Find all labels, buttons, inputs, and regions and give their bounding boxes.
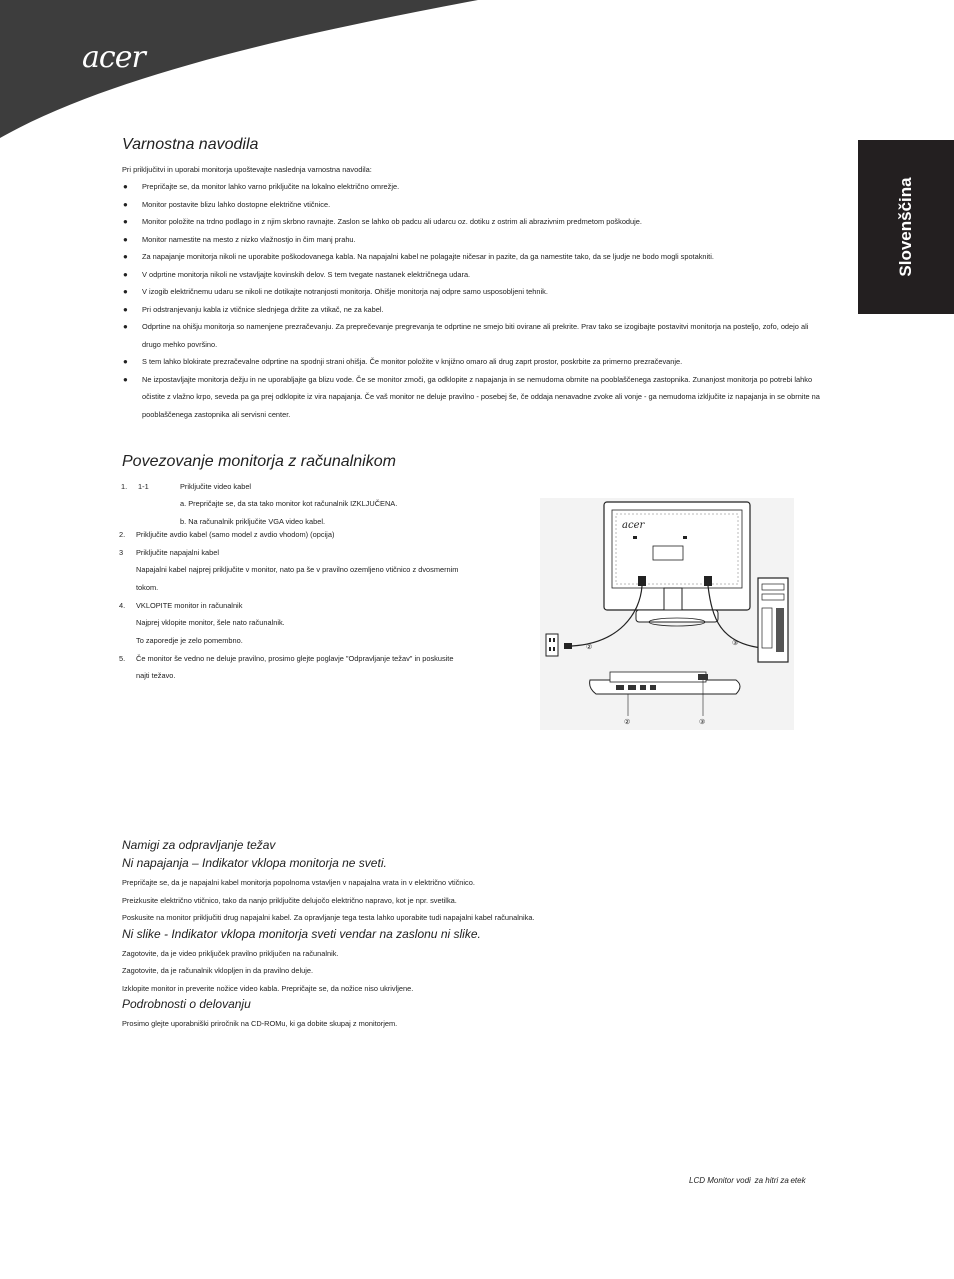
step4-number: 4. <box>119 601 126 610</box>
bullet-dot: ● <box>123 234 128 244</box>
no-power-line-1: Prepričajte se, da je napajalni kabel monitorja popolnoma vstavljen v napajalna vrata in v električno vtičnico. <box>122 878 475 887</box>
step3-line2: tokom. <box>136 583 159 592</box>
step4-text: VKLOPITE monitor in računalnik <box>136 601 243 610</box>
page-footer: LCD Monitor vodi za hitri za etek <box>689 1176 806 1185</box>
step1-text: Priključite video kabel <box>180 482 252 491</box>
language-tab <box>858 140 954 314</box>
bullet-dot: ● <box>123 287 128 296</box>
step3-text: Priključite napajalni kabel <box>136 548 219 557</box>
step4-line2: To zaporedje je zelo pomembno. <box>136 636 243 645</box>
step5-number: 5. <box>119 654 126 663</box>
no-power-line-2: Preizkusite električno vtičnico, tako da nanjo priključite delujočo električno napravo, kot je npr. svetilka. <box>122 896 457 905</box>
step1-a: a. Prepričajte se, da sta tako monitor kot računalnik IZKLJUČENA. <box>180 499 398 508</box>
connection-diagram <box>540 498 794 730</box>
no-power-line-3: Poskusite na monitor priključiti drug napajalni kabel. Za opravljanje tega testa lahko uporabite tudi napajalni kabel računalnika. <box>122 913 535 922</box>
step4-line1: Najprej vklopite monitor, šele nato računalnik. <box>136 618 285 627</box>
safety-intro: Pri priključitvi in uporabi monitorja upoštevajte naslednja varnostna navodila: <box>122 165 372 174</box>
callout-3-bottom: ③ <box>699 719 706 726</box>
step1-sub: 1-1 <box>138 482 149 491</box>
acer-logo: acer <box>82 40 145 75</box>
bullet-dot: ● <box>123 182 128 191</box>
step2-number: 2. <box>119 530 126 539</box>
language-tab-label: Slovenščina <box>896 177 915 277</box>
step3-number: 3 <box>119 548 124 557</box>
no-power-title: Ni napajanja – Indikator vklopa monitorja ne sveti. <box>122 856 387 870</box>
details-title: Podrobnosti o delovanju <box>122 997 251 1011</box>
step5-line2: najti težavo. <box>136 671 176 680</box>
bullet-dot: ● <box>123 269 128 279</box>
bullet-dot: ● <box>123 374 128 384</box>
step2-text: Priključite avdio kabel (samo model z avdio vhodom) (opcija) <box>136 530 335 539</box>
safety-title: Varnostna navodila <box>122 136 259 153</box>
bullet-dot: ● <box>123 357 128 366</box>
no-image-line-1: Zagotovite, da je video priključek pravilno priključen na računalnik. <box>122 949 339 958</box>
monitor-logo: acer <box>622 520 645 531</box>
bullet-dot: ● <box>123 252 128 261</box>
step1-number: 1. <box>121 482 128 491</box>
step1-b: b. Na računalnik priključite VGA video kabel. <box>180 517 326 526</box>
no-image-title: Ni slike - Indikator vklopa monitorja sveti vendar na zaslonu ni slike. <box>122 927 481 941</box>
details-line: Prosimo glejte uporabniški priročnik na CD-ROMu, ki ga dobite skupaj z monitorjem. <box>122 1019 398 1028</box>
step5-line1: Če monitor še vedno ne deluje pravilno, prosimo glejte poglavje "Odpravljanje težav" in poskusite <box>136 654 454 663</box>
bullet-dot: ● <box>123 322 128 331</box>
bullet-dot: ● <box>123 199 128 209</box>
callout-3-top: ③ <box>732 640 739 647</box>
troubleshoot-title: Namigi za odpravljanje težav <box>122 838 276 852</box>
header-swoosh <box>0 0 954 150</box>
callout-2-bottom: ② <box>624 719 631 726</box>
no-image-line-3: Izklopite monitor in preverite nožice video kabla. Prepričajte se, da nožice niso ukrivljene. <box>122 984 414 993</box>
step3-line1: Napajalni kabel najprej priključite v monitor, nato pa še v pravilno ozemljeno vtičnico z dvosmernim <box>136 565 459 574</box>
connect-title: Povezovanje monitorja z računalnikom <box>122 453 396 470</box>
bullet-dot: ● <box>123 304 128 314</box>
no-image-line-2: Zagotovite, da je računalnik vklopljen in da pravilno deluje. <box>122 966 314 975</box>
bullet-dot: ● <box>123 217 128 226</box>
callout-2-top: ② <box>586 644 593 651</box>
